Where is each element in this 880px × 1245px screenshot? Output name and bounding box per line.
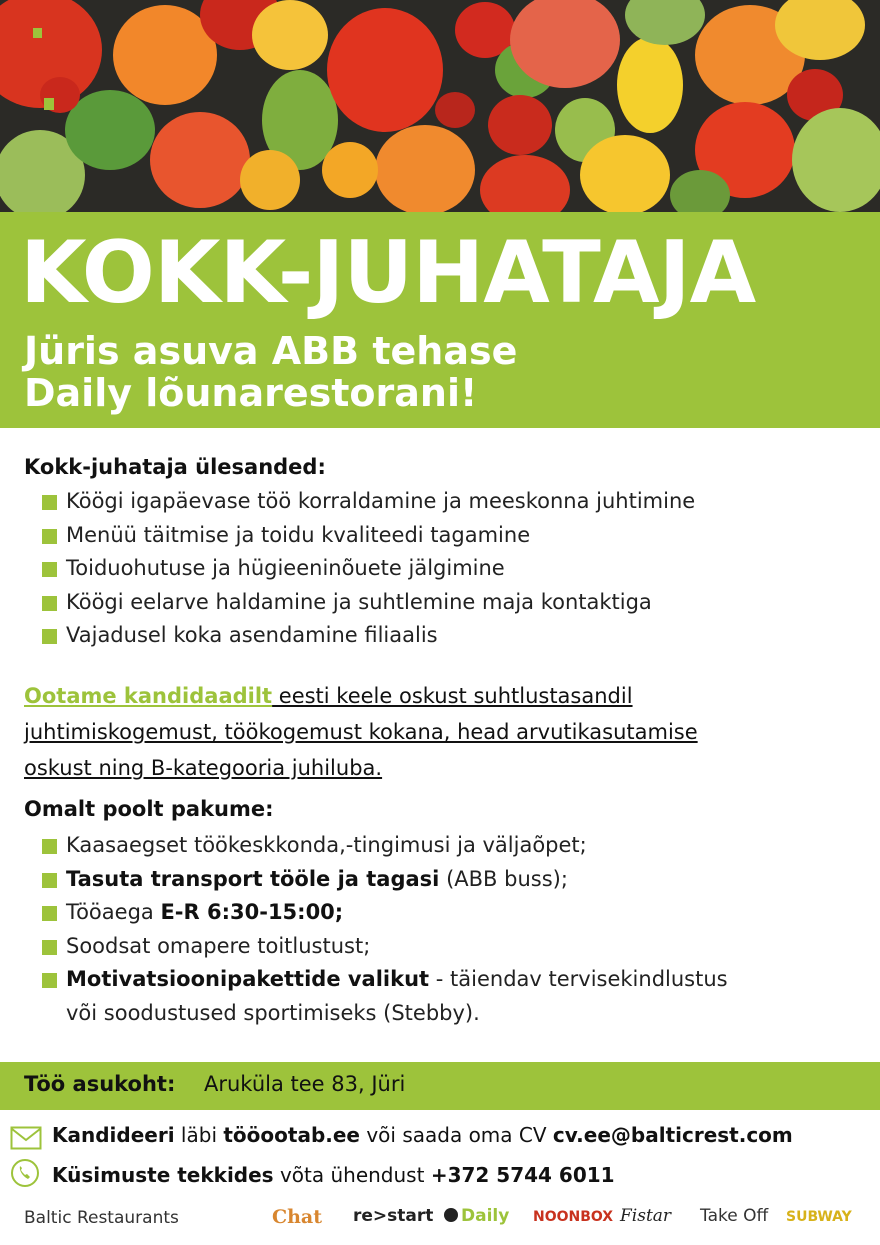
logo-restart: re>start bbox=[353, 1206, 434, 1226]
subtitle-line-2: Daily lõunarestorani! bbox=[24, 371, 478, 415]
expectations-text-3: oskust ning B-kategooria juhiluba. bbox=[24, 756, 383, 780]
job-title: KOKK-JUHATAJA bbox=[20, 223, 756, 323]
bullet-square-icon bbox=[42, 629, 57, 644]
logo-noonbox: NOONBOX bbox=[533, 1209, 614, 1225]
daily-dot-icon bbox=[444, 1208, 458, 1222]
hero-image bbox=[0, 0, 880, 212]
expectations-text-1: eesti keele oskust suhtlustasandil bbox=[272, 684, 633, 708]
envelope-icon bbox=[10, 1126, 42, 1150]
duty-item: Vajadusel koka asendamine filiaalis bbox=[42, 619, 695, 653]
logo-takeoff: Take Off bbox=[700, 1206, 769, 1226]
title-band bbox=[0, 212, 880, 428]
expectations-lead: Ootame kandidaadilt bbox=[24, 684, 273, 708]
duties-heading: Kokk-juhataja ülesanded: bbox=[24, 455, 326, 479]
apply-line: Kandideeri läbi tööootab.ee või saada oma CV cv.ee@balticrest.com bbox=[52, 1123, 793, 1147]
offer-item: Kaasaegset töökeskkonda,-tingimusi ja väljaõpet; bbox=[42, 829, 728, 863]
bullet-square-icon bbox=[42, 529, 57, 544]
location-bar bbox=[0, 1062, 880, 1110]
bullet-square-icon bbox=[42, 562, 57, 577]
logo-daily: Daily bbox=[444, 1206, 509, 1226]
duty-item: Menüü täitmise ja toidu kvaliteedi tagamine bbox=[42, 519, 695, 553]
apply-site-link[interactable]: tööootab.ee bbox=[223, 1123, 360, 1147]
footer-brand: Baltic Restaurants bbox=[24, 1208, 179, 1228]
offer-item: Motivatsioonipakettide valikut - täiendav tervisekindlustus või soodustused sportimiseks (Stebby). bbox=[42, 963, 728, 1030]
duties-list bbox=[42, 485, 695, 653]
location-label: Töö asukoht: bbox=[24, 1072, 176, 1096]
bullet-square-icon bbox=[42, 839, 57, 854]
location-value: Aruküla tee 83, Jüri bbox=[204, 1072, 406, 1096]
offer-item: Tasuta transport tööle ja tagasi (ABB buss); bbox=[42, 863, 728, 897]
logo-subway: SUBWAY bbox=[786, 1209, 852, 1225]
bullet-square-icon bbox=[42, 973, 57, 988]
questions-line: Küsimuste tekkides võta ühendust +372 5744 6011 bbox=[52, 1163, 615, 1187]
logo-chat: Chat bbox=[272, 1206, 323, 1228]
bullet-square-icon bbox=[42, 495, 57, 510]
phone-icon bbox=[10, 1158, 40, 1188]
bullet-square-icon bbox=[42, 940, 57, 955]
expectations-text-2: juhtimiskogemust, töökogemust kokana, head arvutikasutamise bbox=[24, 720, 698, 744]
apply-email-link[interactable]: cv.ee@balticrest.com bbox=[552, 1123, 793, 1147]
bullet-square-icon bbox=[42, 873, 57, 888]
offer-item: Soodsat omapere toitlustust; bbox=[42, 930, 728, 964]
bullet-square-icon bbox=[42, 906, 57, 921]
duty-item: Köögi igapäevase töö korraldamine ja meeskonna juhtimine bbox=[42, 485, 695, 519]
phone-number-link[interactable]: +372 5744 6011 bbox=[430, 1163, 615, 1187]
job-subtitle bbox=[24, 330, 517, 414]
candidate-expectations bbox=[24, 678, 824, 786]
offer-heading: Omalt poolt pakume: bbox=[24, 797, 274, 821]
tomatoes-photo bbox=[0, 0, 880, 212]
offer-item: Tööaega E-R 6:30-15:00; bbox=[42, 896, 728, 930]
duty-item: Toiduohutuse ja hügieeninõuete jälgimine bbox=[42, 552, 695, 586]
logo-fistar: Fistar bbox=[620, 1206, 672, 1226]
offer-list bbox=[42, 829, 728, 1030]
subtitle-line-1: Jüris asuva ABB tehase bbox=[24, 329, 518, 373]
duty-item: Köögi eelarve haldamine ja suhtlemine maja kontaktiga bbox=[42, 586, 695, 620]
bullet-square-icon bbox=[42, 596, 57, 611]
